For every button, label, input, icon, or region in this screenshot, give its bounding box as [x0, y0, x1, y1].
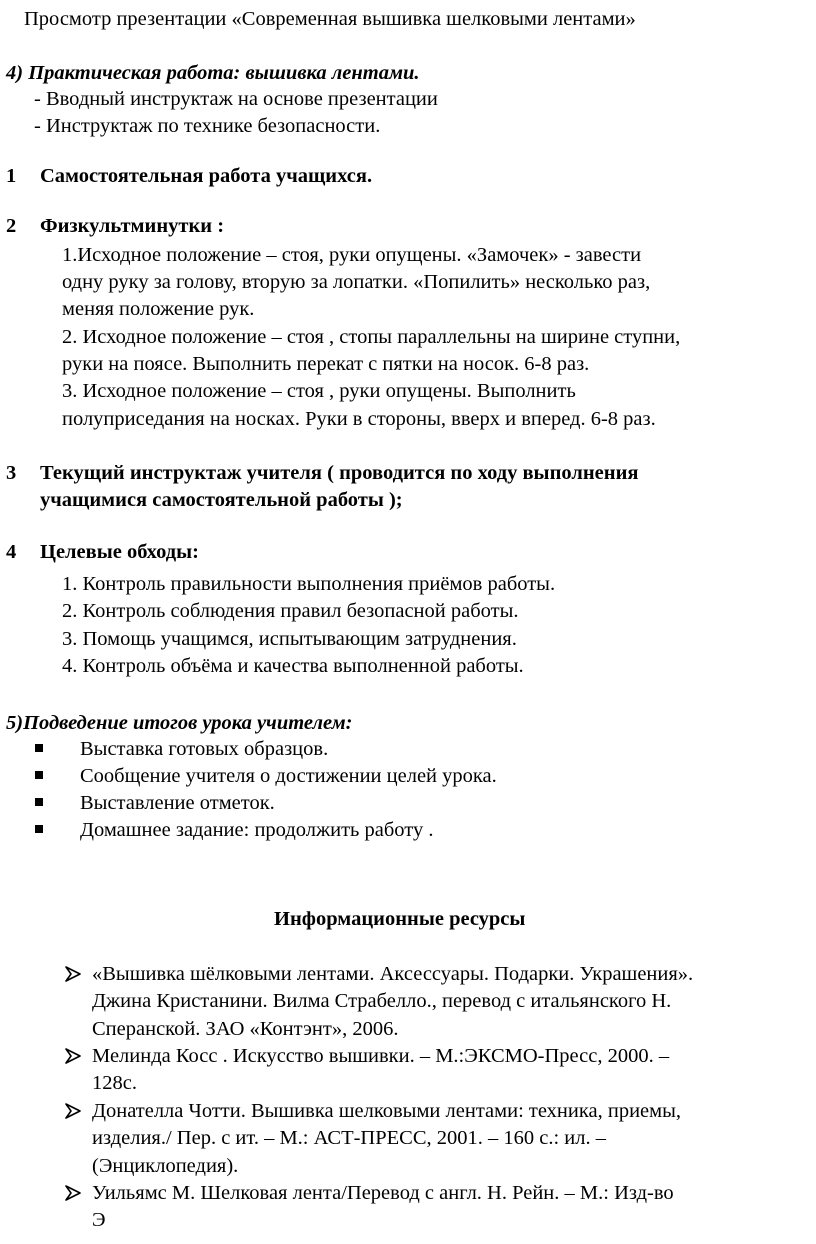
exercise-line: меняя положение рук. [62, 298, 255, 320]
resource-line: Донателла Чотти. Вышивка шелковыми лентами: техника, приемы, [92, 1100, 682, 1122]
exercise-line: 1.Исходное положение – стоя, руки опущены. «Замочек» - завести [62, 244, 642, 266]
exercise-line: 2. Исходное положение – стоя , стопы параллельны на ширине ступни, [62, 326, 681, 348]
exercise-line: одну руку за голову, вторую за лопатки. «Попилить» несколько раз, [62, 271, 651, 293]
bullet-item: Выставление отметок. [80, 792, 275, 814]
list-number: 3 [6, 462, 17, 484]
square-bullet-icon [35, 771, 43, 779]
section5-title: 5)Подведение итогов урока учителем: [6, 712, 353, 734]
bullet-item: Выставка готовых образцов. [80, 738, 329, 760]
document-header: Просмотр презентации «Современная вышивка шелковыми лентами» [24, 8, 636, 30]
list-number: 1 [6, 165, 17, 187]
resource-line: изделия./ Пер. с ит. – М.: АСТ-ПРЕСС, 2001. – 160 с.: ил. – [92, 1127, 606, 1149]
resource-line: Джина Кристанини. Вилма Страбелло., перевод с итальянского Н. [92, 990, 672, 1012]
resources-title: Информационные ресурсы [274, 908, 526, 930]
list-number: 4 [6, 541, 17, 563]
numbered-title: Целевые обходы: [40, 541, 199, 563]
arrow-bullet-icon [64, 1103, 82, 1119]
resource-line: 128с. [92, 1072, 137, 1094]
resource-line: Уильямс М. Шелковая лента/Перевод с англ. Н. Рейн. – М.: Изд-во [92, 1182, 674, 1204]
exercise-line: руки на поясе. Выполнить перекат с пятки на носок. 6-8 раз. [62, 353, 590, 375]
numbered-title: Самостоятельная работа учащихся. [40, 165, 373, 187]
numbered-title: Физкультминутки : [40, 215, 225, 237]
resource-line: Мелинда Косс . Искусство вышивки. – М.:ЭКСМО-Пресс, 2000. – [92, 1045, 670, 1067]
arrow-bullet-icon [64, 1185, 82, 1201]
numbered-title: учащимися самостоятельной работы ); [40, 489, 403, 511]
resource-line: (Энциклопедия). [92, 1155, 239, 1177]
section4-item: - Инструктаж по технике безопасности. [34, 115, 381, 137]
bullet-item: Сообщение учителя о достижении целей урока. [80, 765, 497, 787]
bullet-item: Домашнее задание: продолжить работу . [80, 819, 434, 841]
round-item: 2. Контроль соблюдения правил безопасной работы. [62, 600, 519, 622]
square-bullet-icon [35, 798, 43, 806]
section4-title: 4) Практическая работа: вышивка лентами. [6, 62, 420, 84]
resource-line: Э [92, 1209, 106, 1231]
numbered-title: Текущий инструктаж учителя ( проводится по ходу выполнения [40, 462, 639, 484]
list-number: 2 [6, 215, 17, 237]
round-item: 4. Контроль объёма и качества выполненной работы. [62, 655, 524, 677]
round-item: 3. Помощь учащимся, испытывающим затруднения. [62, 628, 517, 650]
resource-line: Сперанской. ЗАО «Контэнт», 2006. [92, 1018, 399, 1040]
round-item: 1. Контроль правильности выполнения приёмов работы. [62, 573, 556, 595]
square-bullet-icon [35, 825, 43, 833]
exercise-line: полуприседания на носках. Руки в стороны, вверх и вперед. 6-8 раз. [62, 408, 656, 430]
exercise-line: 3. Исходное положение – стоя , руки опущены. Выполнить [62, 380, 576, 402]
section4-item: - Вводный инструктаж на основе презентации [34, 88, 438, 110]
arrow-bullet-icon [64, 966, 82, 982]
square-bullet-icon [35, 744, 43, 752]
arrow-bullet-icon [64, 1048, 82, 1064]
resource-line: «Вышивка шёлковыми лентами. Аксессуары. Подарки. Украшения». [92, 963, 694, 985]
